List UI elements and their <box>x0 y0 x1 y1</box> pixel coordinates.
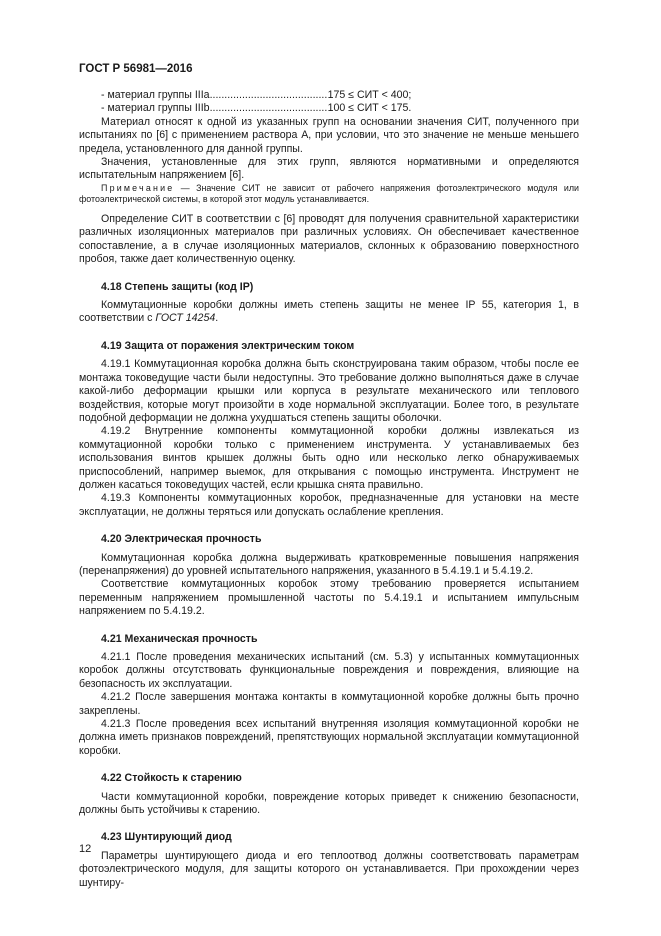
paragraph: Параметры шунтирующего диода и его теплоотвод должны соответствовать параметрам фотоэлектрического модуля, для защиты которого он устанавливается. При прохождении через шунтиру- <box>79 849 579 889</box>
paragraph: 4.19.3 Компоненты коммутационных коробок, предназначенные для установки на месте эксплуатации, не должны теряться или допускать ослабление крепления. <box>79 492 579 518</box>
dash-item-iiib <box>79 102 579 115</box>
section-heading-4-23: 4.23 Шунтирующий диод <box>101 831 232 844</box>
section-heading-4-22: 4.22 Стойкость к старению <box>101 772 242 785</box>
paragraph: 4.21.3 После проведения всех испытаний внутренняя изоляция коммутационной коробки не должна иметь признаков повреждений, препятствующих нормальной эксплуатации коммутационной коробки. <box>79 718 579 757</box>
paragraph: Коммутационная коробка должна выдерживать кратковременные повышения напряжения (перенапряжения) до уровней испытательного напряжения, указанного в 5.4.19.1 и 5.4.19.2. <box>79 551 579 577</box>
paragraph: 4.19.2 Внутренние компоненты коммутационной коробки должны извлекаться из коммутационной коробки только с применением инструмента. У устанавливаемых без использования винтов крышек должны быть одно или несколько легко обнаруживаемых приспособлений, например выемок, для открывания с помощью инструмента. Инструмент не должен касаться токоведущих частей, если крышка снята правильно. <box>79 425 579 491</box>
paragraph: Части коммутационной коробки, повреждение которых приведет к снижению безопасности, должны быть устойчивы к старению. <box>79 790 579 817</box>
section-heading-4-18: 4.18 Степень защиты (код IP) <box>101 280 254 293</box>
dash-item-label: - материал группы IIIa <box>101 89 210 101</box>
text-run: . <box>215 312 219 325</box>
leader-dots <box>210 89 328 102</box>
paragraph: Соответствие коммутационных коробок этому требованию проверяется испытанием переменным напряжением промышленной частоты по 5.4.19.1 и испытанием импульсным напряжением по 5.4.19.2. <box>79 578 579 618</box>
dash-item-label: - материал группы IIIb <box>101 102 210 115</box>
note-label: Примечание <box>101 182 175 193</box>
page-number: 12 <box>79 843 92 855</box>
dash-item-range: 100 ≤ СИТ < 175. <box>327 102 412 115</box>
paragraph: 4.21.2 После завершения монтажа контакты в коммутационной коробке должны быть прочно закреплены. <box>79 691 579 717</box>
section-heading-4-21: 4.21 Механическая прочность <box>101 632 258 645</box>
section-heading-4-19: 4.19 Защита от поражения электрическим током <box>101 339 355 352</box>
standard-header: ГОСТ Р 56981—2016 <box>79 63 193 75</box>
dash-item-range: 175 ≤ СИТ < 400; <box>327 89 412 101</box>
paragraph <box>79 299 579 326</box>
page-content <box>79 89 579 890</box>
note-text: — Значение СИТ не зависит от рабочего напряжения фотоэлектрического модуля или фотоэлектрической системы, в которой этот модуль устанавливается. <box>79 182 579 205</box>
dash-item-iiia <box>79 89 579 102</box>
text-run: Коммутационные коробки должны иметь степень защиты не менее IP 55, категория 1, в соответствии с <box>79 299 579 325</box>
standard-reference: ГОСТ 14254 <box>155 312 216 325</box>
paragraph: 4.19.1 Коммутационная коробка должна быть сконструирована таким образом, чтобы после ее монтажа токоведущие части были недоступны. Это требование должно выполняться даже в случае какой-либо деформации крышки или корпуса в результате механического или теплового воздействия, которые могут произойти в ходе нормальной эксплуатации. Более того, в результате подобной деформации не должна ухудшаться степень защиты оболочки. <box>79 358 579 424</box>
leader-dots <box>210 102 328 115</box>
section-heading-4-20: 4.20 Электрическая прочность <box>101 533 262 546</box>
paragraph: Определение СИТ в соответствии с [6] проводят для получения сравнительной характеристики различных изоляционных материалов при различных условиях. Он обеспечивает качественное сопоставление, а в случае изоляционных материалов, склонных к образованию поверхностного пробоя, также дает количественную оценку. <box>79 213 579 266</box>
paragraph: 4.21.1 После проведения механических испытаний (см. 5.3) у испытанных коммутационных коробок должны отсутствовать функциональные повреждения и повреждения, влияющие на безопасность их эксплуатации. <box>79 651 579 690</box>
paragraph: Материал относят к одной из указанных групп на основании значения СИТ, полученного при испытаниях по [6] с применением раствора А, при условии, что это значение не меньше меньшего предела, установленного для данной группы. <box>79 115 579 155</box>
paragraph: Значения, установленные для этих групп, являются нормативными и определяются испытательным напряжением [6]. <box>79 156 579 182</box>
note <box>79 183 579 206</box>
